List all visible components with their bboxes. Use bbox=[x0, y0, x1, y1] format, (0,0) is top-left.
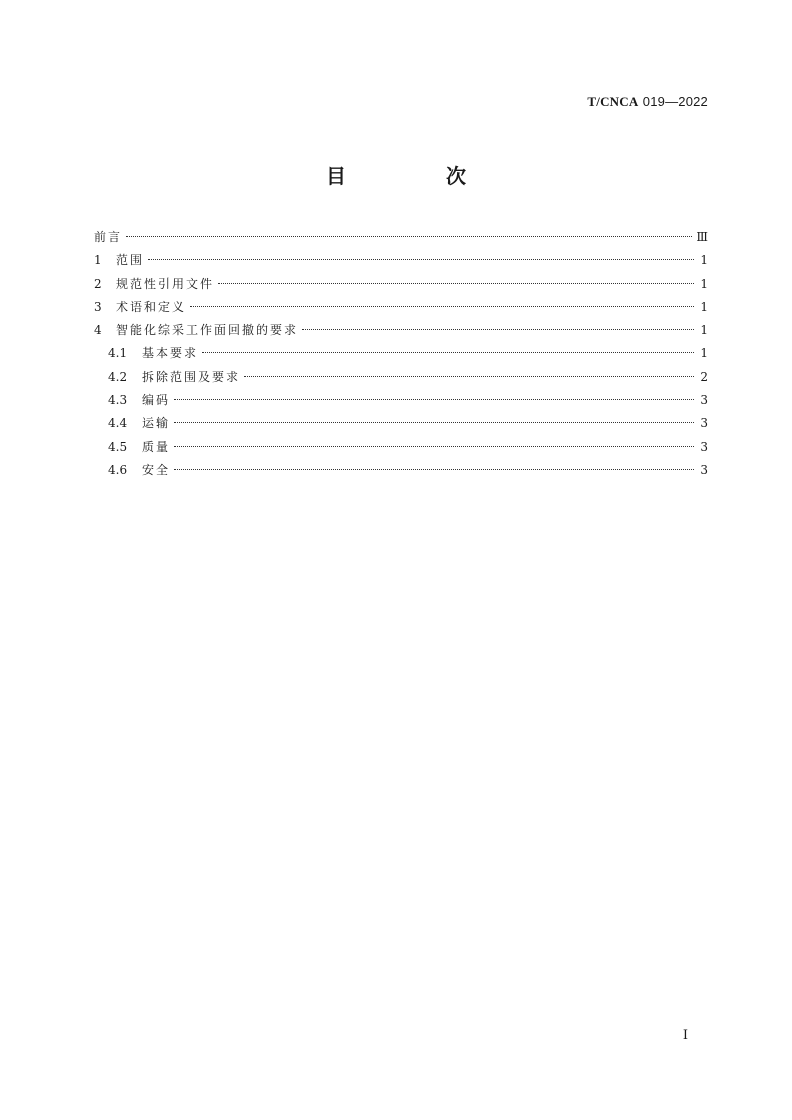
document-code bbox=[587, 94, 708, 110]
toc-entry[interactable] bbox=[94, 319, 708, 342]
toc-leader-dots bbox=[190, 306, 694, 307]
toc-entry-label: 拆除范围及要求 bbox=[142, 369, 241, 384]
document-code-number: 019—2022 bbox=[642, 94, 708, 109]
toc-entry-number: 2 bbox=[94, 276, 102, 291]
toc-entry[interactable] bbox=[94, 296, 708, 319]
toc-entry-number: 4.3 bbox=[108, 393, 128, 408]
toc-entry-number: 4.5 bbox=[108, 439, 128, 454]
toc-entry-page: 1 bbox=[700, 253, 708, 268]
toc-entry[interactable] bbox=[94, 226, 708, 249]
toc-title: 目 次 bbox=[326, 164, 506, 188]
page-number: I bbox=[682, 1028, 688, 1043]
toc-entry-label: 质量 bbox=[142, 439, 171, 454]
toc-leader-dots bbox=[174, 446, 694, 447]
toc-entry-page: 2 bbox=[700, 369, 708, 384]
toc-entry-label: 前言 bbox=[94, 230, 123, 244]
toc-entry-label: 智能化综采工作面回撤的要求 bbox=[116, 323, 299, 338]
toc-leader-dots bbox=[218, 283, 694, 284]
toc-entry-page: 1 bbox=[700, 299, 708, 314]
toc-entry-label: 运输 bbox=[142, 416, 171, 431]
toc-leader-dots bbox=[148, 259, 694, 260]
toc-entry-page: Ⅲ bbox=[696, 230, 708, 244]
toc-entry-page: 1 bbox=[700, 346, 708, 361]
toc-entry-label: 术语和定义 bbox=[116, 299, 187, 314]
toc-entry-number: 4.4 bbox=[108, 416, 128, 431]
toc-leader-dots bbox=[126, 236, 692, 237]
toc-leader-dots bbox=[202, 352, 694, 353]
toc-leader-dots bbox=[244, 376, 694, 377]
toc-leader-dots bbox=[174, 422, 694, 423]
toc-entry-number: 4.6 bbox=[108, 462, 128, 477]
toc-leader-dots bbox=[302, 329, 694, 330]
toc-entry[interactable] bbox=[94, 249, 708, 272]
toc-leader-dots bbox=[174, 399, 694, 400]
toc-entry-page: 3 bbox=[700, 416, 708, 431]
toc-entry[interactable] bbox=[94, 459, 708, 482]
toc-entry-label: 基本要求 bbox=[142, 346, 199, 361]
toc-entry-page: 1 bbox=[700, 323, 708, 338]
toc-entry[interactable] bbox=[94, 273, 708, 296]
toc-entry-label: 安全 bbox=[142, 462, 171, 477]
toc-entry-page: 3 bbox=[700, 462, 708, 477]
table-of-contents bbox=[94, 226, 708, 482]
document-code-prefix: T/CNCA bbox=[587, 94, 639, 109]
toc-entry-label: 范围 bbox=[116, 253, 145, 268]
toc-entry-label: 规范性引用文件 bbox=[116, 276, 215, 291]
toc-entry-number: 3 bbox=[94, 299, 102, 314]
toc-entry-page: 3 bbox=[700, 439, 708, 454]
toc-entry[interactable] bbox=[94, 412, 708, 435]
toc-entry[interactable] bbox=[94, 342, 708, 365]
toc-entry-number: 1 bbox=[94, 253, 102, 268]
toc-entry[interactable] bbox=[94, 436, 708, 459]
toc-entry-label: 编码 bbox=[142, 393, 171, 408]
toc-entry[interactable] bbox=[94, 389, 708, 412]
toc-entry-number: 4.2 bbox=[108, 369, 128, 384]
toc-entry-number: 4.1 bbox=[108, 346, 128, 361]
toc-entry[interactable] bbox=[94, 366, 708, 389]
toc-entry-page: 3 bbox=[700, 393, 708, 408]
toc-entry-page: 1 bbox=[700, 276, 708, 291]
toc-entry-number: 4 bbox=[94, 323, 102, 338]
toc-leader-dots bbox=[174, 469, 694, 470]
